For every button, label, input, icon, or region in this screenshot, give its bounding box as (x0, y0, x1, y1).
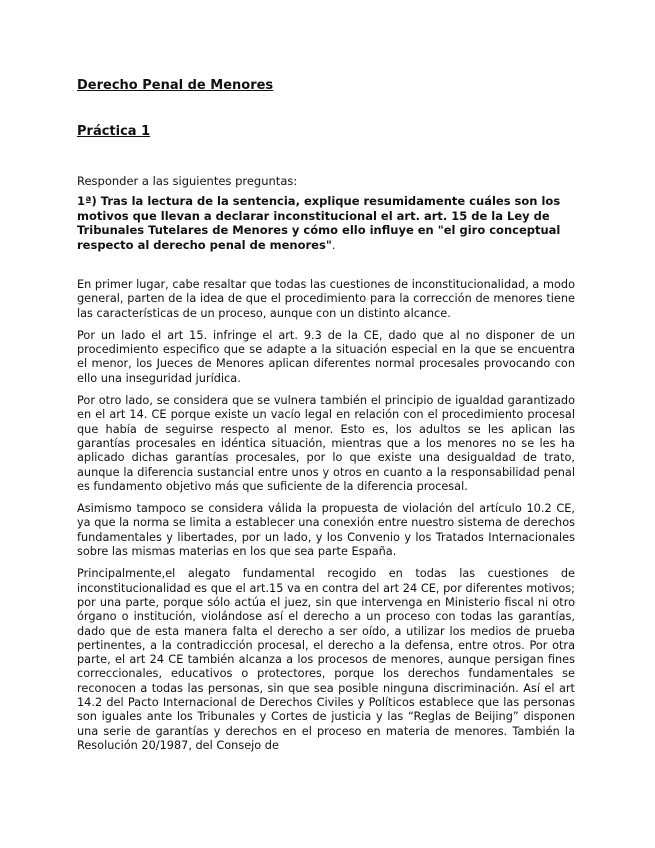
intro-text: Responder a las siguientes preguntas: (77, 174, 298, 188)
answer-body (77, 278, 575, 761)
paragraph: En primer lugar, cabe resaltar que todas las cuestiones de inconstitucionalidad, a modo general, parten de la idea de que el procedimiento para la corrección de menores tiene las características de un proceso, aunque con un distinto alcance. (77, 278, 575, 320)
question-text (77, 194, 575, 252)
practice-title: Práctica 1 (77, 124, 151, 139)
paragraph: Por otro lado, se considera que se vulnera también el principio de igualdad garantizado en el art 14. CE porque existe un vacío legal en relación con el procedimiento procesal que había de seguirse respecto al menor. Esto es, los adultos se les aplican las garantías procesales en idéntica situación, mientras que a los menores no se les ha aplicado dichas garantías procesales, por lo que existe una desigualdad de trato, aunque la diferencia sustancial entre unos y otros en cuanto a la responsabilidad penal es fundamento objetivo más que suficiente de la diferencia procesal. (77, 394, 575, 493)
paragraph: Asimismo tampoco se considera válida la propuesta de violación del artículo 10.2 CE, ya que la norma se limita a establecer una conexión entre nuestro sistema de derechos fundamentales y libertades, por un lado, y los Convenio y los Tratados Internacionales sobre las mismas materias en los que sea parte España. (77, 502, 575, 559)
paragraph: Por un lado el art 15. infringe el art. 9.3 de la CE, dado que al no disponer de un procedimiento especifico que se adapte a la situación especial en la que se encuentra el menor, los Jueces de Menores aplican diferentes normal procesales provocando con ello una inseguridad jurídica. (77, 328, 575, 385)
paragraph: Principalmente,el alegato fundamental recogido en todas las cuestiones de inconstitucionalidad es que el art.15 va en contra del art 24 CE, por diferentes motivos; por una parte, porque sólo actúa el juez, sin que intervenga en Ministerio fiscal ni otro órgano o institución, violándose así el derecho a un proceso con todas las garantías, dado que de esta manera falta el derecho a ser oído, a utilizar los medios de prueba pertinentes, a la contradicción procesal, el derecho a la defensa, entre otros. Por otra parte, el art 24 CE también alcanza a los procesos de menores, aunque persigan fines correccionales, educativos o protectores, porque los derechos fundamentales se reconocen a todas las personas, sin que sea posible ninguna discriminación. Así el art 14.2 del Pacto Internacional de Derechos Civiles y Políticos establece que las personas son iguales ante los Tribunales y Cortes de justicia y las “Reglas de Beijing” disponen una serie de garantías y derechos en el proceso en materia de menores. También la Resolución 20/1987, del Consejo de (77, 567, 575, 752)
question-body: 1ª) Tras la lectura de la sentencia, explique resumidamente cuáles son los motivos que llevan a declarar inconstitucional el art. art. 15 de la Ley de Tribunales Tutelares de Menores y cómo ello influye en "el giro conceptual respecto al derecho penal de menores" (77, 194, 561, 252)
document-title: Derecho Penal de Menores (77, 78, 274, 93)
question-tail: . (331, 237, 336, 252)
